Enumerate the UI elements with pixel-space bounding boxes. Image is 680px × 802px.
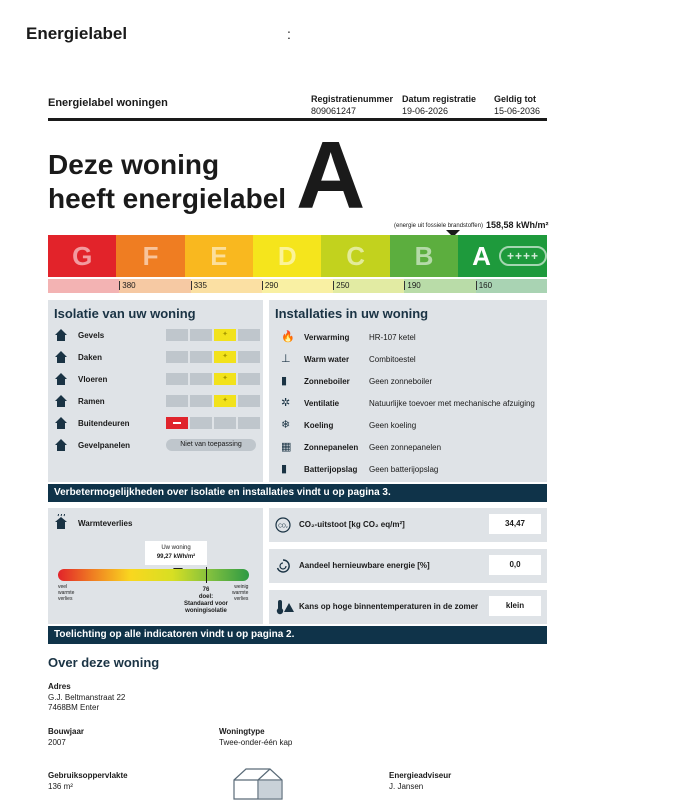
scale-class-d [253, 235, 321, 277]
scale-class-letter: B [414, 240, 434, 271]
target-label [180, 587, 232, 615]
co2-label: CO₂-uitstoot [kg CO₂ eq/m²] [299, 520, 405, 529]
threshold-cell [119, 279, 190, 293]
left-label-line: verlies [58, 596, 73, 602]
renewable-icon [275, 558, 291, 574]
temperature-indicator [269, 590, 547, 624]
threshold-value: 335 [191, 281, 207, 290]
bar-segment-active: ✦ [214, 395, 236, 407]
headline-line-2: heeft energielabel [48, 183, 287, 214]
explanation-bar: Toelichting op alle indicatoren vindt u op pagina 2. [48, 626, 547, 644]
bar-segment [214, 417, 236, 429]
heat-loss-gradient-bar [58, 569, 249, 581]
scale-class-e [185, 235, 253, 277]
bar-segment-active [166, 417, 188, 429]
home-type-label: Woningtype [219, 727, 265, 736]
bar-segment [190, 395, 212, 407]
about-home-title: Over deze woning [48, 655, 160, 670]
insulation-row-label: Ramen [78, 397, 105, 406]
target-text: doel: [198, 594, 214, 600]
bar-segment [190, 417, 212, 429]
valid-until-block [494, 94, 540, 116]
plus-rating-badge: ++++ [499, 246, 547, 266]
insulation-row [54, 328, 105, 347]
registration-date-block [402, 94, 476, 116]
threshold-value: 190 [404, 281, 420, 290]
title-colon: : [287, 26, 291, 42]
roof-insulation-bar [166, 351, 260, 363]
bar-segment [166, 395, 188, 407]
fossil-energy-value: 158,58 kWh/m² [486, 220, 549, 230]
temperature-value: klein [489, 596, 541, 616]
insulation-row-label: Gevelpanelen [78, 441, 131, 450]
scale-class-letter: C [346, 240, 365, 271]
semi-detached-house-icon [232, 766, 284, 800]
threshold-cell [404, 279, 475, 293]
registration-number-block [311, 94, 393, 116]
snowflake-icon: ❄ [281, 418, 291, 431]
not-applicable-pill: Niet van toepassing [166, 439, 256, 451]
bar-segment-active: ✦ [214, 329, 236, 341]
temperature-label: Kans op hoge binnentemperaturen in de zomer [299, 602, 479, 611]
insulation-title: Isolatie van uw woning [54, 306, 196, 321]
insulation-row-label: Gevels [78, 331, 105, 340]
right-label-line: weinig [234, 584, 249, 590]
bar-segment [190, 373, 212, 385]
scale-class-c [321, 235, 389, 277]
installation-label: Verwarming [304, 333, 350, 342]
co2-indicator [269, 508, 547, 542]
renewable-indicator [269, 549, 547, 583]
roof-house-icon [54, 350, 68, 364]
threshold-cell [333, 279, 404, 293]
installations-panel [269, 300, 547, 482]
door-house-icon [54, 416, 68, 430]
installation-label: Warm water [304, 355, 350, 364]
co2-icon-text: CO₂ [278, 523, 288, 530]
header-rule [48, 118, 547, 121]
bar-segment [238, 373, 260, 385]
target-marker [206, 567, 207, 583]
installation-label: Koeling [304, 421, 334, 430]
address-label: Adres [48, 682, 71, 691]
home-type-value: Twee-onder-één kap [219, 738, 293, 747]
floor-house-icon [54, 372, 68, 386]
insulation-row [54, 438, 131, 457]
co2-value: 34,47 [489, 514, 541, 534]
scale-class-b [390, 235, 458, 277]
flame-icon: 🔥 [281, 330, 295, 343]
bar-segment-active: ✦ [214, 351, 236, 363]
bar-segment [166, 373, 188, 385]
bar-segment-active: ✦ [214, 373, 236, 385]
standard-text: woningisolatie [185, 608, 227, 614]
target-value: 76 [202, 587, 210, 593]
registration-number-label: Registratienummer [311, 94, 394, 104]
panel-house-icon [54, 438, 68, 452]
threshold-cell [191, 279, 262, 293]
bar-segment [166, 351, 188, 363]
insulation-row-label: Buitendeuren [78, 419, 130, 428]
left-label-line: warmte [58, 590, 75, 596]
label-type-heading: Energielabel woningen [48, 97, 168, 109]
scale-class-letter: G [72, 240, 93, 271]
floor-insulation-bar [166, 373, 260, 385]
scale-class-letter: E [210, 240, 228, 271]
standard-text: Standaard voor [183, 601, 228, 607]
facade-insulation-bar [166, 329, 260, 341]
bar-segment [238, 417, 260, 429]
installation-value: Natuurlijke toevoer met mechanische afzuiging [369, 399, 535, 408]
bar-segment [190, 351, 212, 363]
battery-icon: ▮ [281, 462, 288, 475]
co2-icon [275, 517, 291, 533]
headline [48, 148, 286, 216]
bar-segment [238, 351, 260, 363]
bar-segment [238, 329, 260, 341]
registration-date-value: 19-06-2026 [402, 106, 449, 116]
threshold-value: 290 [262, 281, 278, 290]
energy-advisor-label: Energieadviseur [389, 771, 452, 780]
valid-until-value: 15-06-2036 [494, 106, 541, 116]
installation-label: Ventilatie [304, 399, 340, 408]
left-label-line: veel [58, 584, 68, 590]
insulation-row [54, 394, 105, 413]
energy-label-letter: A [296, 122, 366, 229]
energy-label-scale [48, 235, 547, 277]
floor-area-value: 136 m² [48, 782, 73, 791]
headline-line-1: Deze woning [48, 149, 220, 180]
scale-class-g [48, 235, 116, 277]
installation-value: Geen koeling [369, 421, 417, 430]
right-label-line: warmte [232, 590, 249, 596]
scale-class-letter: D [277, 240, 297, 271]
installation-label: Zonneboiler [304, 377, 350, 386]
your-home-callout [145, 541, 207, 565]
scale-thresholds [48, 279, 547, 293]
registration-number-value: 809061247 [311, 106, 357, 116]
installation-value: Geen batterijopslag [369, 465, 439, 474]
installations-title: Installaties in uw woning [275, 306, 429, 321]
fan-icon: ✲ [281, 396, 291, 409]
fossil-energy-note: (energie uit fossiele brandstoffen) [394, 223, 483, 229]
your-home-label: Uw woning [161, 545, 191, 551]
scale-class-a [458, 235, 547, 277]
solar-panel-icon: ▦ [281, 440, 292, 453]
address-line-1: G.J. Beltmanstraat 22 [48, 693, 126, 702]
heat-loss-icon [54, 514, 68, 530]
insulation-panel [48, 300, 263, 482]
window-insulation-bar [166, 395, 260, 407]
insulation-row-label: Vloeren [78, 375, 108, 384]
renewable-value: 0,0 [489, 555, 541, 575]
thermometer-icon [275, 599, 297, 615]
insulation-row [54, 372, 108, 391]
facade-house-icon [54, 328, 68, 342]
solar-boiler-icon: ▮ [281, 374, 288, 387]
installation-value: Combitoestel [369, 355, 416, 364]
installation-label: Zonnepanelen [304, 443, 359, 452]
renewable-label: Aandeel hernieuwbare energie [%] [299, 561, 430, 570]
installation-label: Batterijopslag [304, 465, 358, 474]
left-scale-label [58, 584, 74, 602]
threshold-cell [476, 279, 547, 293]
document-title: Energielabel [26, 24, 128, 43]
threshold-value: 160 [476, 281, 492, 290]
insulation-row [54, 416, 130, 435]
door-insulation-bar [166, 417, 260, 429]
bar-segment [238, 395, 260, 407]
insulation-row [54, 350, 103, 369]
improvements-bar: Verbetermogelijkheden over isolatie en installaties vindt u op pagina 3. [48, 484, 547, 502]
installation-value: Geen zonnepanelen [369, 443, 442, 452]
insulation-row-label: Daken [78, 353, 103, 362]
address-line-2: 7468BM Enter [48, 703, 100, 712]
installation-value: HR-107 ketel [369, 333, 416, 342]
build-year-label: Bouwjaar [48, 727, 85, 736]
window-house-icon [54, 394, 68, 408]
floor-area-label: Gebruiksoppervlakte [48, 771, 128, 780]
bar-segment [190, 329, 212, 341]
heat-loss-title: Warmteverlies [78, 519, 133, 528]
build-year-value: 2007 [48, 738, 66, 747]
scale-class-letter: A [472, 240, 491, 271]
scale-class-f [116, 235, 184, 277]
threshold-value: 250 [333, 281, 349, 290]
registration-date-label: Datum registratie [402, 94, 477, 104]
right-label-line: verlies [233, 596, 249, 602]
threshold-cell [262, 279, 333, 293]
energy-advisor-value: J. Jansen [389, 782, 424, 791]
valid-until-label: Geldig tot [494, 94, 536, 104]
threshold-value: 380 [119, 281, 135, 290]
scale-class-letter: F [142, 240, 159, 271]
heat-loss-panel [48, 508, 263, 624]
bar-segment [166, 329, 188, 341]
tap-icon: ⊥ [281, 352, 291, 365]
installation-value: Geen zonneboiler [369, 377, 433, 386]
threshold-cell [48, 279, 119, 293]
your-home-value: 99,27 kWh/m² [156, 554, 196, 560]
right-scale-label [232, 584, 248, 602]
